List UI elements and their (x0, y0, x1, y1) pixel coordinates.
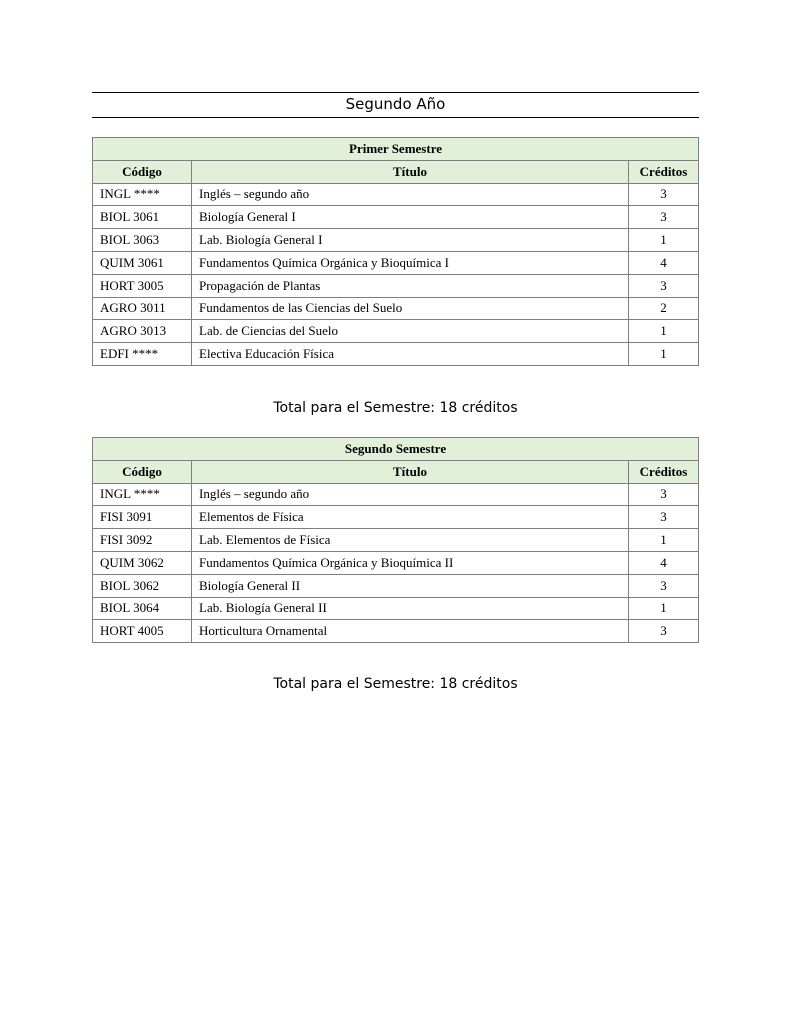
table-row (93, 574, 699, 597)
course-code: INGL **** (93, 483, 192, 506)
column-header-code: Código (93, 160, 192, 183)
course-title: Horticultura Ornamental (192, 620, 629, 643)
course-credits: 1 (629, 320, 699, 343)
course-code: HORT 3005 (93, 274, 192, 297)
table-row (93, 320, 699, 343)
column-header-title: Título (192, 460, 629, 483)
course-credits: 3 (629, 506, 699, 529)
column-header-credits: Créditos (629, 160, 699, 183)
semester-title: Primer Semestre (93, 138, 699, 161)
course-title: Inglés – segundo año (192, 183, 629, 206)
course-credits: 1 (629, 343, 699, 366)
first-semester-table (92, 137, 699, 366)
course-credits: 2 (629, 297, 699, 320)
course-title: Fundamentos de las Ciencias del Suelo (192, 297, 629, 320)
table-row (93, 251, 699, 274)
table-header-row (93, 460, 699, 483)
course-credits: 3 (629, 620, 699, 643)
course-title: Biología General I (192, 206, 629, 229)
course-credits: 3 (629, 483, 699, 506)
course-title: Lab. Elementos de Física (192, 529, 629, 552)
table-row (93, 274, 699, 297)
semester-total: Total para el Semestre: 18 créditos (273, 400, 518, 416)
table-row (93, 483, 699, 506)
table-row (93, 343, 699, 366)
course-title: Inglés – segundo año (192, 483, 629, 506)
table-row (93, 597, 699, 620)
course-title: Lab. Biología General II (192, 597, 629, 620)
course-code: AGRO 3011 (93, 297, 192, 320)
column-header-title: Título (192, 160, 629, 183)
course-code: BIOL 3062 (93, 574, 192, 597)
course-code: INGL **** (93, 183, 192, 206)
course-title: Elementos de Física (192, 506, 629, 529)
course-title: Propagación de Plantas (192, 274, 629, 297)
course-title: Fundamentos Química Orgánica y Bioquímica I (192, 251, 629, 274)
course-code: FISI 3091 (93, 506, 192, 529)
course-credits: 3 (629, 206, 699, 229)
course-code: BIOL 3064 (93, 597, 192, 620)
course-title: Fundamentos Química Orgánica y Bioquímica II (192, 551, 629, 574)
course-credits: 4 (629, 251, 699, 274)
semester-title: Segundo Semestre (93, 438, 699, 461)
table-row (93, 206, 699, 229)
course-credits: 3 (629, 274, 699, 297)
table-row (93, 183, 699, 206)
course-code: BIOL 3063 (93, 229, 192, 252)
course-title: Lab. de Ciencias del Suelo (192, 320, 629, 343)
course-code: BIOL 3061 (93, 206, 192, 229)
course-code: QUIM 3062 (93, 551, 192, 574)
table-header-row (93, 160, 699, 183)
course-title: Biología General II (192, 574, 629, 597)
table-row (93, 297, 699, 320)
course-code: AGRO 3013 (93, 320, 192, 343)
table-title-row (93, 138, 699, 161)
course-title: Electiva Educación Física (192, 343, 629, 366)
column-header-code: Código (93, 460, 192, 483)
table-row (93, 506, 699, 529)
course-code: FISI 3092 (93, 529, 192, 552)
course-credits: 3 (629, 183, 699, 206)
course-code: EDFI **** (93, 343, 192, 366)
second-semester-table (92, 437, 699, 643)
table-title-row (93, 438, 699, 461)
heading-box (92, 92, 699, 118)
course-title: Lab. Biología General I (192, 229, 629, 252)
table-row (93, 229, 699, 252)
column-header-credits: Créditos (629, 460, 699, 483)
table-row (93, 529, 699, 552)
course-credits: 3 (629, 574, 699, 597)
table-row (93, 620, 699, 643)
course-code: QUIM 3061 (93, 251, 192, 274)
course-credits: 4 (629, 551, 699, 574)
page-heading: Segundo Año (345, 95, 446, 113)
course-credits: 1 (629, 597, 699, 620)
table-row (93, 551, 699, 574)
course-credits: 1 (629, 529, 699, 552)
semester-total: Total para el Semestre: 18 créditos (273, 676, 518, 692)
course-credits: 1 (629, 229, 699, 252)
course-code: HORT 4005 (93, 620, 192, 643)
